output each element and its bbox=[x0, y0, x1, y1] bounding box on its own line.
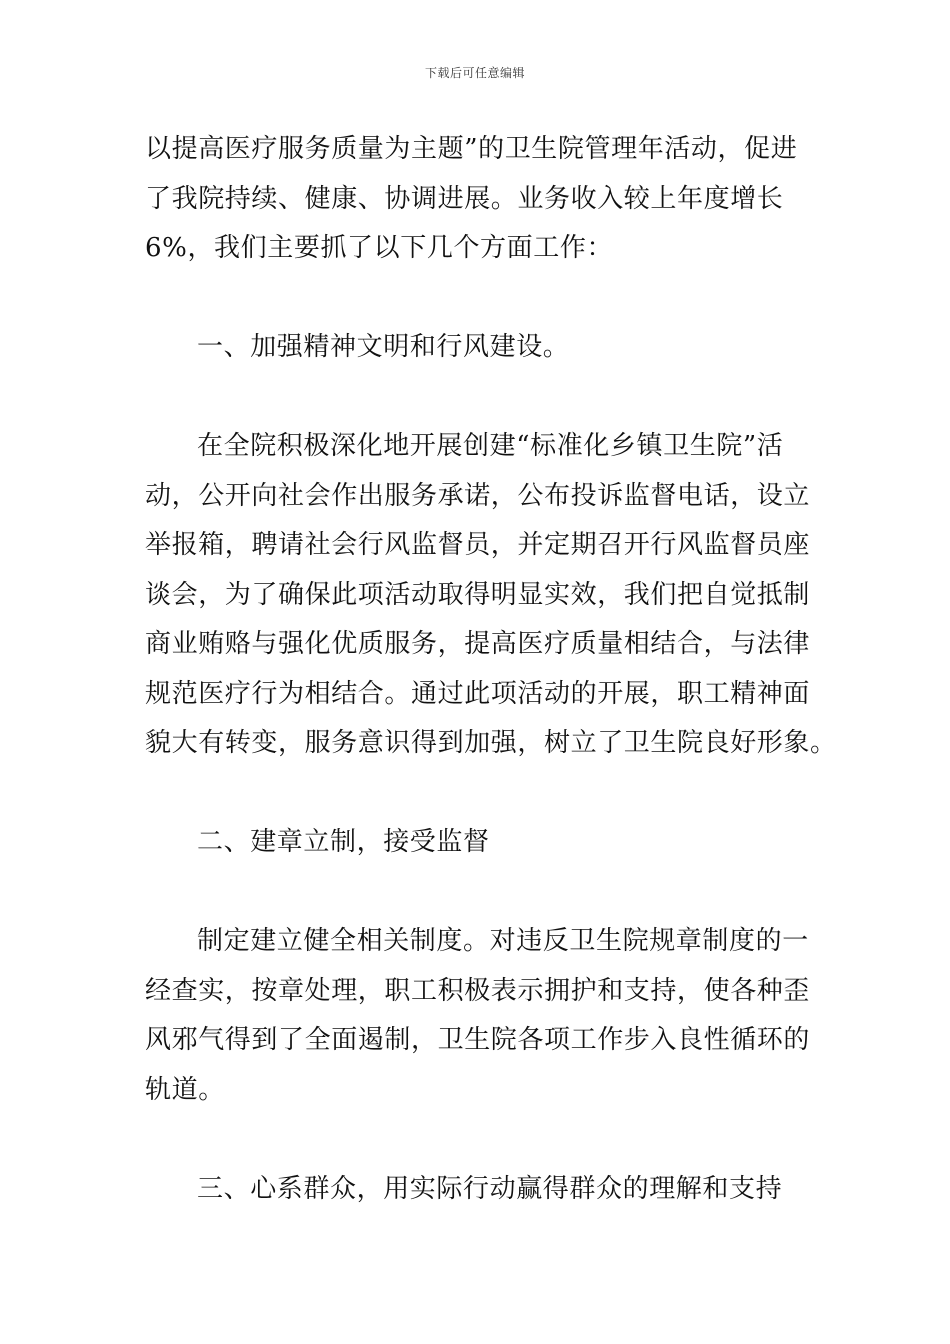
text-line: 在全院积极深化地开展创建“标准化乡镇卫生院”活 bbox=[197, 431, 784, 461]
section-heading-1: 一、加强精神文明和行风建设。 bbox=[197, 332, 570, 362]
section-heading-3: 三、心系群众，用实际行动赢得群众的理解和支持 bbox=[197, 1173, 783, 1204]
text-line: 经查实，按章处理，职工积极表示拥护和支持，使各种歪 bbox=[145, 975, 811, 1006]
paragraph-2 bbox=[145, 422, 837, 769]
text-line: 商业贿赂与强化优质服务，提高医疗质量相结合，与法律 bbox=[145, 629, 811, 659]
text-line: 举报箱，聘请社会行风监督员，并定期召开行风监督员座 bbox=[145, 530, 811, 560]
paragraph-gap bbox=[145, 1115, 807, 1165]
paragraph-3 bbox=[145, 917, 811, 1115]
text-line: 貌大有转变，服务意识得到加强，树立了卫生院良好形象。 bbox=[145, 728, 837, 758]
text-line: 制定建立健全相关制度。对违反卫生院规章制度的一 bbox=[197, 926, 809, 956]
text-line: 规范医疗行为相结合。通过此项活动的开展，职工精神面 bbox=[145, 678, 811, 709]
document-body bbox=[145, 125, 837, 1214]
text-line: 轨道。 bbox=[145, 1074, 225, 1105]
paragraph-1 bbox=[145, 125, 807, 274]
text-line: 以提高医疗服务质量为主题”的卫生院管理年活动，促进 bbox=[145, 134, 798, 164]
paragraph-gap bbox=[145, 373, 807, 423]
text-line: 谈会，为了确保此项活动取得明显实效，我们把自觉抵制 bbox=[145, 579, 811, 610]
paragraph-gap bbox=[145, 274, 807, 324]
page-header: 下载后可任意编辑 bbox=[424, 66, 525, 80]
paragraph-gap bbox=[145, 769, 807, 819]
text-line: 风邪气得到了全面遏制，卫生院各项工作步入良性循环的 bbox=[145, 1025, 811, 1055]
text-line: 了我院持续、健康、协调进展。业务收入较上年度增长 bbox=[145, 183, 784, 214]
section-heading-2: 二、建章立制，接受监督 bbox=[197, 827, 490, 857]
paragraph-gap bbox=[145, 868, 807, 918]
text-line: 动，公开向社会作出服务承诺，公布投诉监督电话，设立 bbox=[145, 480, 811, 511]
text-line: 6%，我们主要抓了以下几个方面工作： bbox=[145, 233, 614, 263]
